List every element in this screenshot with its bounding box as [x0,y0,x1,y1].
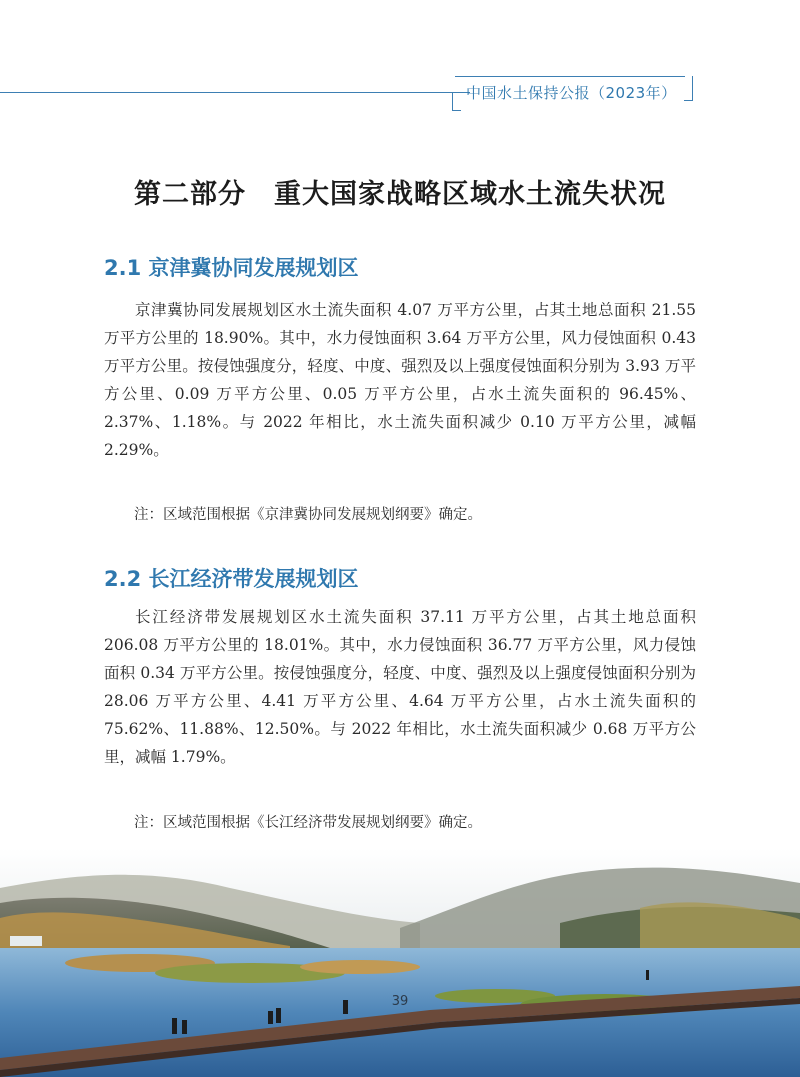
person-silhouette [646,970,649,980]
lake-landscape-photo [0,848,800,1077]
section-title-2-1: 2.1 京津冀协同发展规划区 [104,256,359,280]
header-rule [0,92,470,93]
section-note-2-1: 注：区域范围根据《京津冀协同发展规划纲要》确定。 [134,507,482,523]
person-silhouette [268,1011,273,1024]
person-silhouette [276,1008,281,1023]
person-silhouette [172,1018,177,1034]
section-title-2-2: 2.2 长江经济带发展规划区 [104,567,359,591]
part-title: 第二部分 重大国家战略区域水土流失状况 [134,179,666,210]
section-paragraph-2-2: 长江经济带发展规划区水土流失面积 37.11 万平方公里，占其土地总面积 206.08 万平方公里的 18.01%。其中，水力侵蚀面积 36.77 万平方公里，风力侵蚀面积 0.34 万平方公里。按侵蚀强度分，轻度、中度、强烈及以上强度侵蚀面积分别为 28.06 万平方公里、4.41 万平方公里、4.64 万平方公里，占水土流失面积的 75.62%、11.88%、12.50%。与 2022 年相比，水土流失面积减少 0.68 万平方公里，减幅 1.79%。 [104,608,696,766]
section-paragraph-2-1: 京津冀协同发展规划区水土流失面积 4.07 万平方公里，占其土地总面积 21.55 万平方公里的 18.90%。其中，水力侵蚀面积 3.64 万平方公里，风力侵蚀面积 0.43 万平方公里。按侵蚀强度分，轻度、中度、强烈及以上强度侵蚀面积分别为 3.93 万平方公里、0.09 万平方公里、0.05 万平方公里，占水土流失面积的 96.45%、2.37%、1.18%。与 2022 年相比，水土流失面积减少 0.10 万平方公里，减幅 2.29%。 [104,301,696,459]
header-bracket-left [452,92,461,111]
page-number: 39 [391,994,409,1009]
section-note-2-2: 注：区域范围根据《长江经济带发展规划纲要》确定。 [134,815,482,831]
building [10,936,42,946]
island-center [300,960,420,974]
person-silhouette [182,1020,187,1034]
report-title: 中国水土保持公报（2023年） [466,84,677,102]
person-silhouette [343,1000,348,1014]
